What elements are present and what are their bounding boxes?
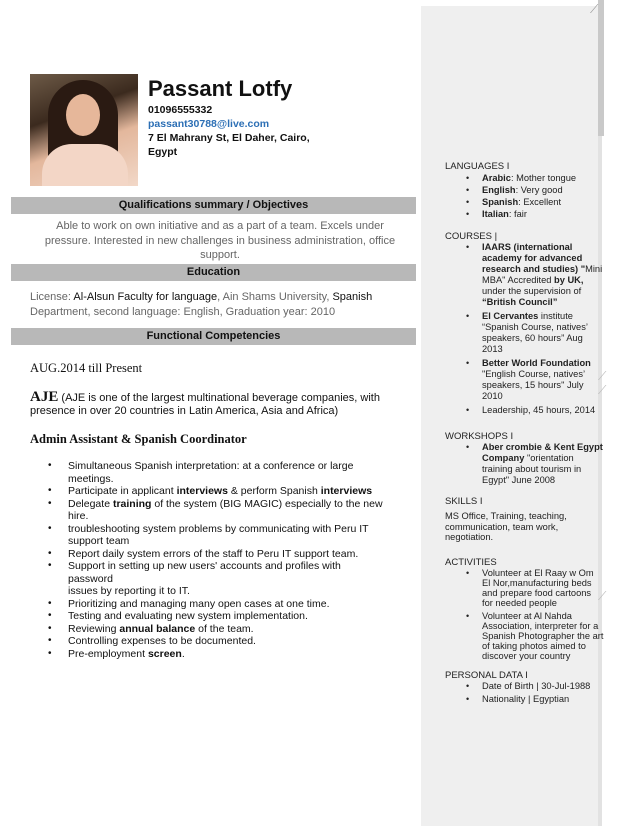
email-link[interactable]: passant30788@live.com	[148, 118, 270, 130]
list-item: • Date of Birth | 30-Jul-1988	[466, 681, 606, 692]
list-item: • Participate in applicant interviews & perform Spanish interviews	[48, 485, 388, 498]
company-description: AJE (AJE is one of the largest multinational beverage companies, with presence in over 20 countries in Latin America, Asia and Africa)	[30, 389, 380, 417]
courses-list	[466, 242, 607, 416]
list-item: • Volunteer at Al Nahda Association, interpreter for a Spanish Photographer the art of taking photos aimed to discover your country	[466, 611, 604, 661]
phone-number: 01096555332	[148, 104, 213, 116]
qualifications-text: Able to work on own initiative and as a part of a team. Excels under pressure. Interested in new challenges in business administration, office support.	[44, 220, 396, 261]
list-item: • Report daily system errors of the staff to Peru IT support team.	[48, 548, 388, 561]
courses-heading: COURSES |	[445, 231, 498, 242]
list-item: • Testing and evaluating new system implementation.	[48, 610, 388, 623]
list-item: • El Cervantes institute “Spanish Course, natives’ speakers, 60 hours” Aug 2013	[466, 311, 604, 355]
activities-list	[466, 568, 607, 661]
list-item: • Italian: fair	[466, 209, 606, 220]
education-text: License: Al-Alsun Faculty for language, Ain Shams University, Spanish Department, second language: English, Graduation year: 2010	[30, 291, 373, 318]
list-item: • Reviewing annual balance of the team.	[48, 623, 388, 636]
candidate-name: Passant Lotfy	[148, 76, 293, 101]
personal-data-heading: PERSONAL DATA I	[445, 670, 528, 681]
workshops-list	[466, 442, 604, 486]
qualifications-heading: Qualifications summary / Objectives	[11, 197, 416, 214]
scrollbar-thumb[interactable]	[598, 0, 604, 136]
profile-photo	[30, 74, 138, 186]
hatch-mark-icon: ⟋	[598, 369, 607, 383]
hatch-mark-icon: ⟋	[598, 383, 607, 397]
education-heading: Education	[11, 264, 416, 281]
address-line-1: 7 El Mahrany St, El Daher, Cairo,	[148, 132, 310, 144]
list-item: • IAARS (international academy for advanced research and studies) "Mini MBA" Accredited by UK, under the supervision of “British Council”	[466, 242, 604, 308]
list-item: • troubleshooting system problems by communicating with Peru IT support team	[48, 523, 388, 548]
list-item: • Volunteer at El Raay w Om El Nor,manufacturing beds and prepare food cartoons for needed people	[466, 568, 604, 608]
job-title: Admin Assistant & Spanish Coordinator	[30, 432, 247, 446]
list-item: • Arabic: Mother tongue	[466, 173, 606, 184]
languages-heading: LANGUAGES I	[445, 161, 510, 172]
page-corner-icon: ⟋	[590, 2, 599, 16]
list-item: • English: Very good	[466, 185, 606, 196]
duties-list	[48, 460, 388, 660]
hatch-mark-icon: ⟋	[598, 589, 607, 603]
address-line-2: Egypt	[148, 146, 178, 158]
activities-heading: ACTIVITIES	[445, 557, 497, 568]
competencies-heading: Functional Competencies	[11, 328, 416, 345]
list-item: • Support in setting up new users' accounts and profiles with password issues by reporting it to IT.	[48, 560, 388, 598]
list-item: • Controlling expenses to be documented.	[48, 635, 388, 648]
list-item: • Spanish: Excellent	[466, 197, 606, 208]
list-item: • Prioritizing and managing many open cases at one time.	[48, 598, 388, 611]
personal-data-list	[466, 681, 606, 705]
job-date: AUG.2014 till Present	[30, 361, 143, 375]
list-item: • Simultaneous Spanish interpretation: at a conference or large meetings.	[48, 460, 388, 485]
list-item: • Pre-employment screen.	[48, 648, 388, 661]
list-item: • Nationality | Egyptian	[466, 694, 606, 705]
list-item: • Better World Foundation "English Course, natives’ speakers, 15 hours" July 2010	[466, 358, 604, 402]
list-item: • Leadership, 45 hours, 2014	[466, 405, 604, 416]
skills-heading: SKILLS I	[445, 496, 483, 507]
languages-list	[466, 173, 606, 220]
skills-text: MS Office, Training, teaching, communication, team work, negotiation.	[445, 511, 567, 542]
list-item: • Aber crombie & Kent Egypt Company "orientation training about tourism in Egypt" June 2008	[466, 442, 604, 486]
workshops-heading: WORKSHOPS I	[445, 431, 514, 442]
list-item: • Delegate training of the system (BIG MAGIC) especially to the new hire.	[48, 498, 388, 523]
